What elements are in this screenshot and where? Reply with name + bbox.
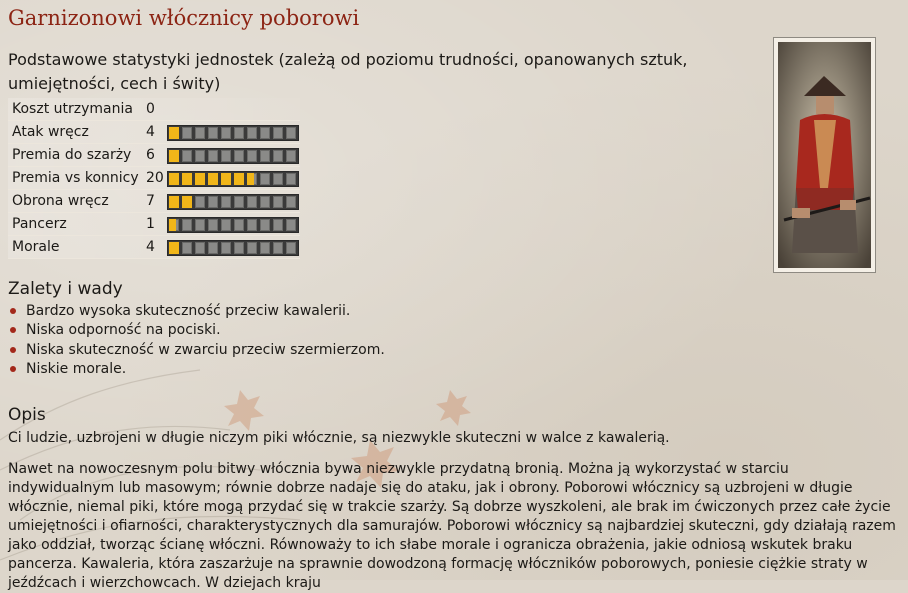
stat-bar-segment — [221, 127, 231, 139]
bullet-icon — [10, 308, 16, 314]
list-item — [10, 301, 385, 321]
stat-bar-segment — [260, 173, 270, 185]
stat-bar — [167, 240, 299, 256]
stat-bar-segment — [221, 150, 231, 162]
stat-value: 1 — [146, 216, 155, 232]
stat-bar-segment — [286, 127, 296, 139]
stat-bar-segment — [234, 219, 244, 231]
stat-bar-segment — [273, 173, 283, 185]
stat-bar-segment — [247, 242, 257, 254]
stat-bar-segment — [273, 196, 283, 208]
stat-bar-segment — [234, 127, 244, 139]
bullet-icon — [10, 366, 16, 372]
stat-bar-segment — [221, 219, 231, 231]
list-item — [10, 340, 385, 360]
stats-table — [8, 98, 300, 259]
stat-label: Atak wręcz — [12, 124, 89, 140]
stat-bar-segment — [221, 196, 231, 208]
stat-bar-segment — [260, 150, 270, 162]
stat-value: 6 — [146, 147, 155, 163]
stat-bar-segment — [247, 196, 257, 208]
stat-bar-segment — [286, 242, 296, 254]
pros-cons-heading: Zalety i wady — [8, 279, 123, 299]
stat-label: Morale — [12, 239, 60, 255]
stat-bar-segment — [208, 150, 218, 162]
stat-bar-segment — [260, 219, 270, 231]
list-item-text: Niskie morale. — [26, 361, 127, 378]
stat-label: Premia vs konnicy — [12, 170, 139, 186]
stat-bar-segment — [260, 242, 270, 254]
description-intro: Ci ludzie, uzbrojeni w długie niczym piki włócznie, są niezwykle skuteczni w walce z kawalerią. — [8, 430, 670, 446]
unit-portrait — [773, 37, 876, 273]
stat-value: 7 — [146, 193, 155, 209]
stat-value: 4 — [146, 124, 155, 140]
stat-bar-segment — [195, 150, 205, 162]
list-item-text: Niska skuteczność w zwarciu przeciw szermierzom. — [26, 341, 385, 358]
stat-bar-fill — [169, 150, 179, 162]
stat-bar-segment — [195, 196, 205, 208]
stat-bar — [167, 194, 299, 210]
stat-bar-fill — [169, 173, 254, 185]
description-heading: Opis — [8, 405, 46, 425]
stat-bar-segment — [182, 127, 192, 139]
stat-bar-segment — [273, 242, 283, 254]
stat-row — [8, 98, 300, 121]
stat-bar-segment — [182, 242, 192, 254]
stat-bar-segment — [286, 173, 296, 185]
stat-row — [8, 236, 300, 259]
stat-row — [8, 144, 300, 167]
stat-bar-segment — [247, 150, 257, 162]
stat-value: 0 — [146, 101, 155, 117]
stat-value: 20 — [146, 170, 164, 186]
stat-label: Premia do szarży — [12, 147, 132, 163]
stat-row — [8, 213, 300, 236]
stat-bar-segment — [260, 127, 270, 139]
stat-bar — [167, 125, 299, 141]
pros-cons-list — [10, 301, 385, 379]
stat-bar-segment — [273, 150, 283, 162]
stat-bar-segment — [286, 196, 296, 208]
stat-bar-segment — [234, 242, 244, 254]
stat-bar-segment — [195, 219, 205, 231]
stat-bar-fill — [169, 127, 179, 139]
stat-bar-fill — [169, 219, 176, 231]
stat-row — [8, 167, 300, 190]
stat-label: Pancerz — [12, 216, 67, 232]
stat-value: 4 — [146, 239, 155, 255]
stat-bar-segment — [221, 242, 231, 254]
bullet-icon — [10, 327, 16, 333]
list-item — [10, 321, 385, 341]
spearman-illustration — [774, 38, 875, 272]
stat-row — [8, 190, 300, 213]
stat-bar-segment — [195, 242, 205, 254]
stat-bar-fill — [169, 196, 192, 208]
stat-bar-segment — [286, 150, 296, 162]
stat-label: Obrona wręcz — [12, 193, 109, 209]
stats-heading: Podstawowe statystyki jednostek (zależą od poziomu trudności, opanowanych sztuk, umiejętności, cech i świty) — [8, 50, 688, 93]
stat-bar-segment — [260, 196, 270, 208]
stat-bar-segment — [247, 127, 257, 139]
list-item — [10, 360, 385, 380]
stat-bar — [167, 217, 299, 233]
stat-label: Koszt utrzymania — [12, 101, 133, 117]
stat-bar-segment — [208, 242, 218, 254]
stat-bar-segment — [286, 219, 296, 231]
bullet-icon — [10, 347, 16, 353]
stat-bar-segment — [247, 219, 257, 231]
stat-bar-segment — [195, 127, 205, 139]
list-item-text: Bardzo wysoka skuteczność przeciw kawalerii. — [26, 302, 351, 319]
stat-bar-segment — [234, 150, 244, 162]
unit-title: Garnizonowi włócznicy poborowi — [8, 6, 360, 30]
stat-row — [8, 121, 300, 144]
stat-bar-segment — [208, 219, 218, 231]
description-body: Nawet na nowoczesnym polu bitwy włócznia bywa niezwykle przydatną bronią. Można ją wykorzystać w starciu indywidualnym lub masowym; równie dobrze nadaje się do ataku, jak i obrony. Poborowi włócznicy są uzbrojeni w długie włócznie, niemal piki, które mogą przydać się w trakcie szarży. Są dobrze wyszkoleni, ale brak im ćwiczonych przez całe życie umiejętności i ofiarności, charakterystycznych dla samurajów. Poborowi włócznicy są najbardziej skuteczni, gdy działają razem jako oddział, tworząc ścianę włóczni. Równoważy to ich słabe morale i ogranicza obrażenia, jakie odniosą wskutek braku pancerza. Kawaleria, która zaszarżuje na sprawnie dowodzoną formację włóczników poborowych, poniesie ciężkie straty w jeźdźcach i wierzchowcach. W dziejach kraju — [8, 461, 896, 591]
stat-bar-segment — [208, 127, 218, 139]
stat-bar-segment — [273, 127, 283, 139]
list-item-text: Niska odporność na pociski. — [26, 322, 221, 339]
stat-bar-fill — [169, 242, 179, 254]
stat-bar-segment — [234, 196, 244, 208]
stat-bar — [167, 171, 299, 187]
stat-bar-segment — [182, 219, 192, 231]
stat-bar — [167, 148, 299, 164]
stat-bar-segment — [273, 219, 283, 231]
stat-bar-segment — [182, 150, 192, 162]
stat-bar-segment — [208, 196, 218, 208]
